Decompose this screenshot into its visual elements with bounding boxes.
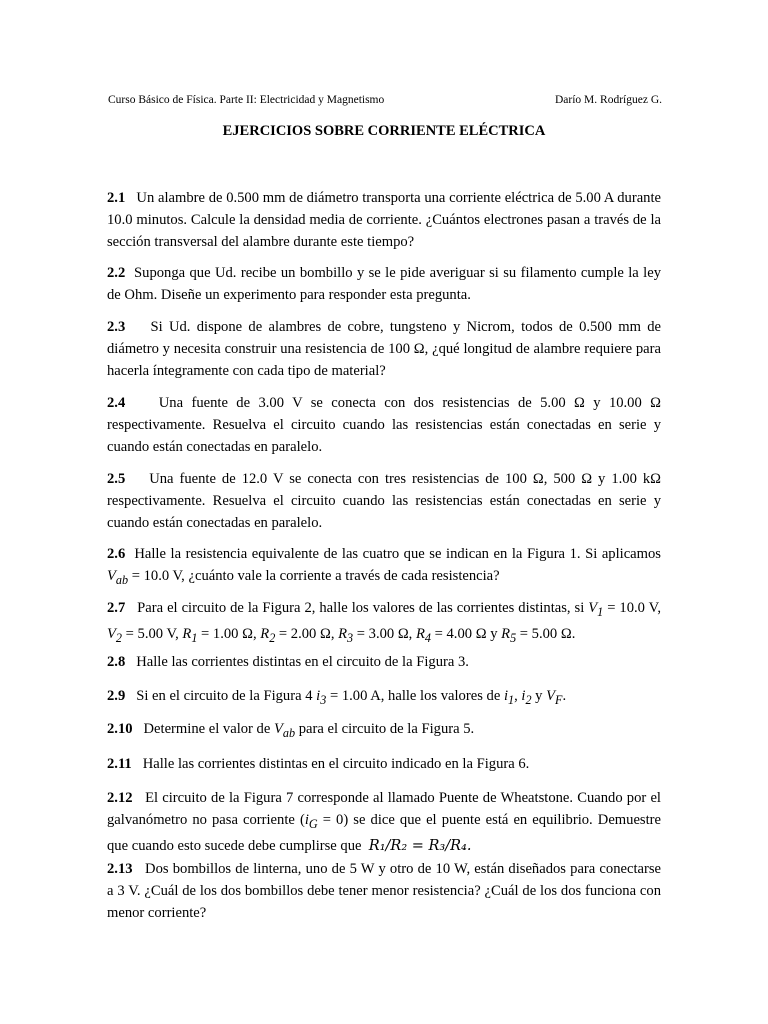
exercise-text: , bbox=[514, 688, 522, 704]
exercise-text: Halle la resistencia equivalente de las cuatro que se indican en la Figura 1. Si aplicamos bbox=[134, 546, 661, 562]
var-symbol: V bbox=[546, 688, 556, 704]
exercise-2-2 bbox=[107, 262, 661, 306]
exercise-2-11 bbox=[107, 753, 661, 775]
document-title: EJERCICIOS SOBRE CORRIENTE ELÉCTRICA bbox=[222, 123, 546, 139]
exercise-text: para el circuito de la Figura 5. bbox=[295, 721, 475, 737]
exercise-text: = 4.00 Ω y bbox=[430, 625, 502, 642]
exercise-2-10 bbox=[107, 718, 661, 744]
exercise-text: = 10.0 V, ¿cuánto vale la corriente a través de cada resistencia? bbox=[128, 568, 500, 584]
exercise-2-4 bbox=[107, 392, 661, 458]
exercise-number: 2.7 bbox=[107, 600, 126, 616]
var-subscript: 1 bbox=[191, 630, 198, 645]
var-subscript: 1 bbox=[597, 604, 604, 619]
exercise-text: . bbox=[562, 688, 567, 704]
var-subscript: 2 bbox=[115, 630, 122, 645]
exercise-text: = 5.00 Ω. bbox=[516, 625, 576, 642]
var-subscript: 2 bbox=[525, 692, 532, 707]
exercise-text: = 5.00 V, bbox=[122, 625, 183, 642]
var-symbol: R bbox=[182, 625, 192, 642]
author-name: Darío M. Rodríguez G. bbox=[555, 94, 662, 106]
exercise-number: 2.2 bbox=[107, 265, 126, 281]
exercise-text: = 1.00 A, halle los valores de bbox=[326, 688, 504, 704]
exercise-2-6 bbox=[107, 543, 661, 591]
var-subscript: 2 bbox=[269, 630, 276, 645]
exercise-text: = 0) se dice que el puente está en equilibrio. Demuestre que cuando esto sucede debe cumplirse que bbox=[107, 812, 661, 854]
var-symbol: i bbox=[316, 688, 321, 704]
exercise-number: 2.8 bbox=[107, 654, 126, 670]
exercise-2-7 bbox=[107, 597, 661, 649]
var-subscript: 3 bbox=[347, 630, 354, 645]
exercise-text: Halle las corrientes distintas en el circuito indicado en la Figura 6. bbox=[142, 756, 530, 772]
var-symbol: i bbox=[503, 688, 509, 704]
exercise-2-3 bbox=[107, 316, 661, 382]
course-title: Curso Básico de Física. Parte II: Electricidad y Magnetismo bbox=[108, 94, 385, 106]
exercise-text: Un alambre de 0.500 mm de diámetro transporta una corriente eléctrica de 5.00 A durante 10.0 minutos. Calcule la densidad media de corriente. ¿Cuántos electrones pasan a través de la sección transversal del alambre durante este tiempo? bbox=[107, 190, 661, 250]
var-symbol: R bbox=[260, 625, 270, 642]
exercise-text: Dos bombillos de linterna, uno de 5 W y otro de 10 W, están diseñados para conectarse a 3 V. ¿Cuál de los dos bombillos debe tener menor resistencia? ¿Cuál de los dos funciona con menor corriente? bbox=[107, 861, 661, 921]
exercise-2-13 bbox=[107, 858, 661, 924]
var-subscript: ab bbox=[115, 572, 129, 587]
exercise-text: = 10.0 V, bbox=[603, 600, 661, 616]
exercise-number: 2.4 bbox=[107, 395, 126, 411]
var-symbol: R bbox=[338, 625, 348, 642]
var-symbol: R bbox=[501, 625, 511, 642]
var-symbol: V bbox=[107, 625, 116, 642]
exercise-number: 2.1 bbox=[107, 190, 126, 206]
var-subscript: 5 bbox=[510, 630, 517, 645]
exercise-text: = 1.00 Ω, bbox=[197, 625, 261, 642]
exercise-2-9 bbox=[107, 685, 661, 711]
exercise-number: 2.6 bbox=[107, 546, 126, 562]
exercise-number: 2.5 bbox=[107, 471, 126, 487]
exercise-text: Si Ud. dispone de alambres de cobre, tungsteno y Nicrom, todos de 0.500 mm de diámetro y necesita construir una resistencia de 100 Ω, ¿qué longitud de alambre requiere para hacerla íntegramente con cada tipo de material? bbox=[107, 319, 662, 379]
var-subscript: 4 bbox=[424, 630, 431, 645]
var-subscript: 3 bbox=[320, 692, 327, 707]
exercise-number: 2.13 bbox=[107, 861, 133, 877]
exercise-text: = 2.00 Ω, bbox=[275, 625, 339, 642]
var-symbol: V bbox=[588, 600, 598, 616]
exercise-2-1 bbox=[107, 187, 661, 253]
exercise-text: = 3.00 Ω, bbox=[353, 625, 416, 642]
var-subscript: ab bbox=[282, 725, 296, 740]
exercise-text: El circuito de la Figura 7 corresponde al llamado Puente de Wheatstone. Cuando por el galvanómetro no pasa corriente ( bbox=[107, 790, 661, 828]
var-subscript: G bbox=[308, 816, 318, 831]
exercise-text: y bbox=[531, 688, 547, 704]
exercise-text: Determine el valor de bbox=[143, 721, 274, 737]
exercise-text: Para el circuito de la Figura 2, halle los valores de las corrientes distintas, si bbox=[137, 600, 589, 616]
exercise-2-8 bbox=[107, 651, 661, 673]
exercise-number: 2.3 bbox=[107, 319, 126, 335]
var-symbol: i bbox=[304, 812, 309, 828]
var-symbol: i bbox=[521, 688, 526, 704]
var-subscript: F bbox=[555, 692, 563, 707]
exercise-text: Suponga que Ud. recibe un bombillo y se le pide averiguar si su filamento cumple la ley de Ohm. Diseñe un experimento para responder esta pregunta. bbox=[107, 265, 661, 303]
exercise-2-5 bbox=[107, 468, 661, 534]
exercise-2-12 bbox=[107, 787, 661, 857]
var-symbol: V bbox=[107, 568, 116, 584]
exercise-number: 2.12 bbox=[107, 790, 133, 806]
wheatstone-equation: R₁/R₂ = R₃/R₄. bbox=[368, 837, 472, 854]
exercise-text: Una fuente de 12.0 V se conecta con tres resistencias de 100 Ω, 500 Ω y 1.00 kΩ respectivamente. Resuelva el circuito cuando las resistencias están conectadas en serie y cuando están conectadas en paralelo. bbox=[107, 471, 662, 531]
exercise-text: Halle las corrientes distintas en el circuito de la Figura 3. bbox=[136, 654, 469, 670]
exercise-number: 2.10 bbox=[107, 721, 133, 737]
var-subscript: 1 bbox=[508, 692, 515, 707]
exercise-number: 2.11 bbox=[107, 756, 132, 772]
var-symbol: R bbox=[415, 625, 425, 642]
exercise-text: Si en el circuito de la Figura 4 bbox=[136, 688, 317, 704]
var-symbol: V bbox=[273, 721, 283, 737]
exercise-number: 2.9 bbox=[107, 688, 126, 704]
exercise-text: Una fuente de 3.00 V se conecta con dos resistencias de 5.00 Ω y 10.00 Ω respectivamente. Resuelva el circuito cuando las resistencias están conectadas en serie y cuando están conectadas en paralelo. bbox=[107, 395, 661, 455]
